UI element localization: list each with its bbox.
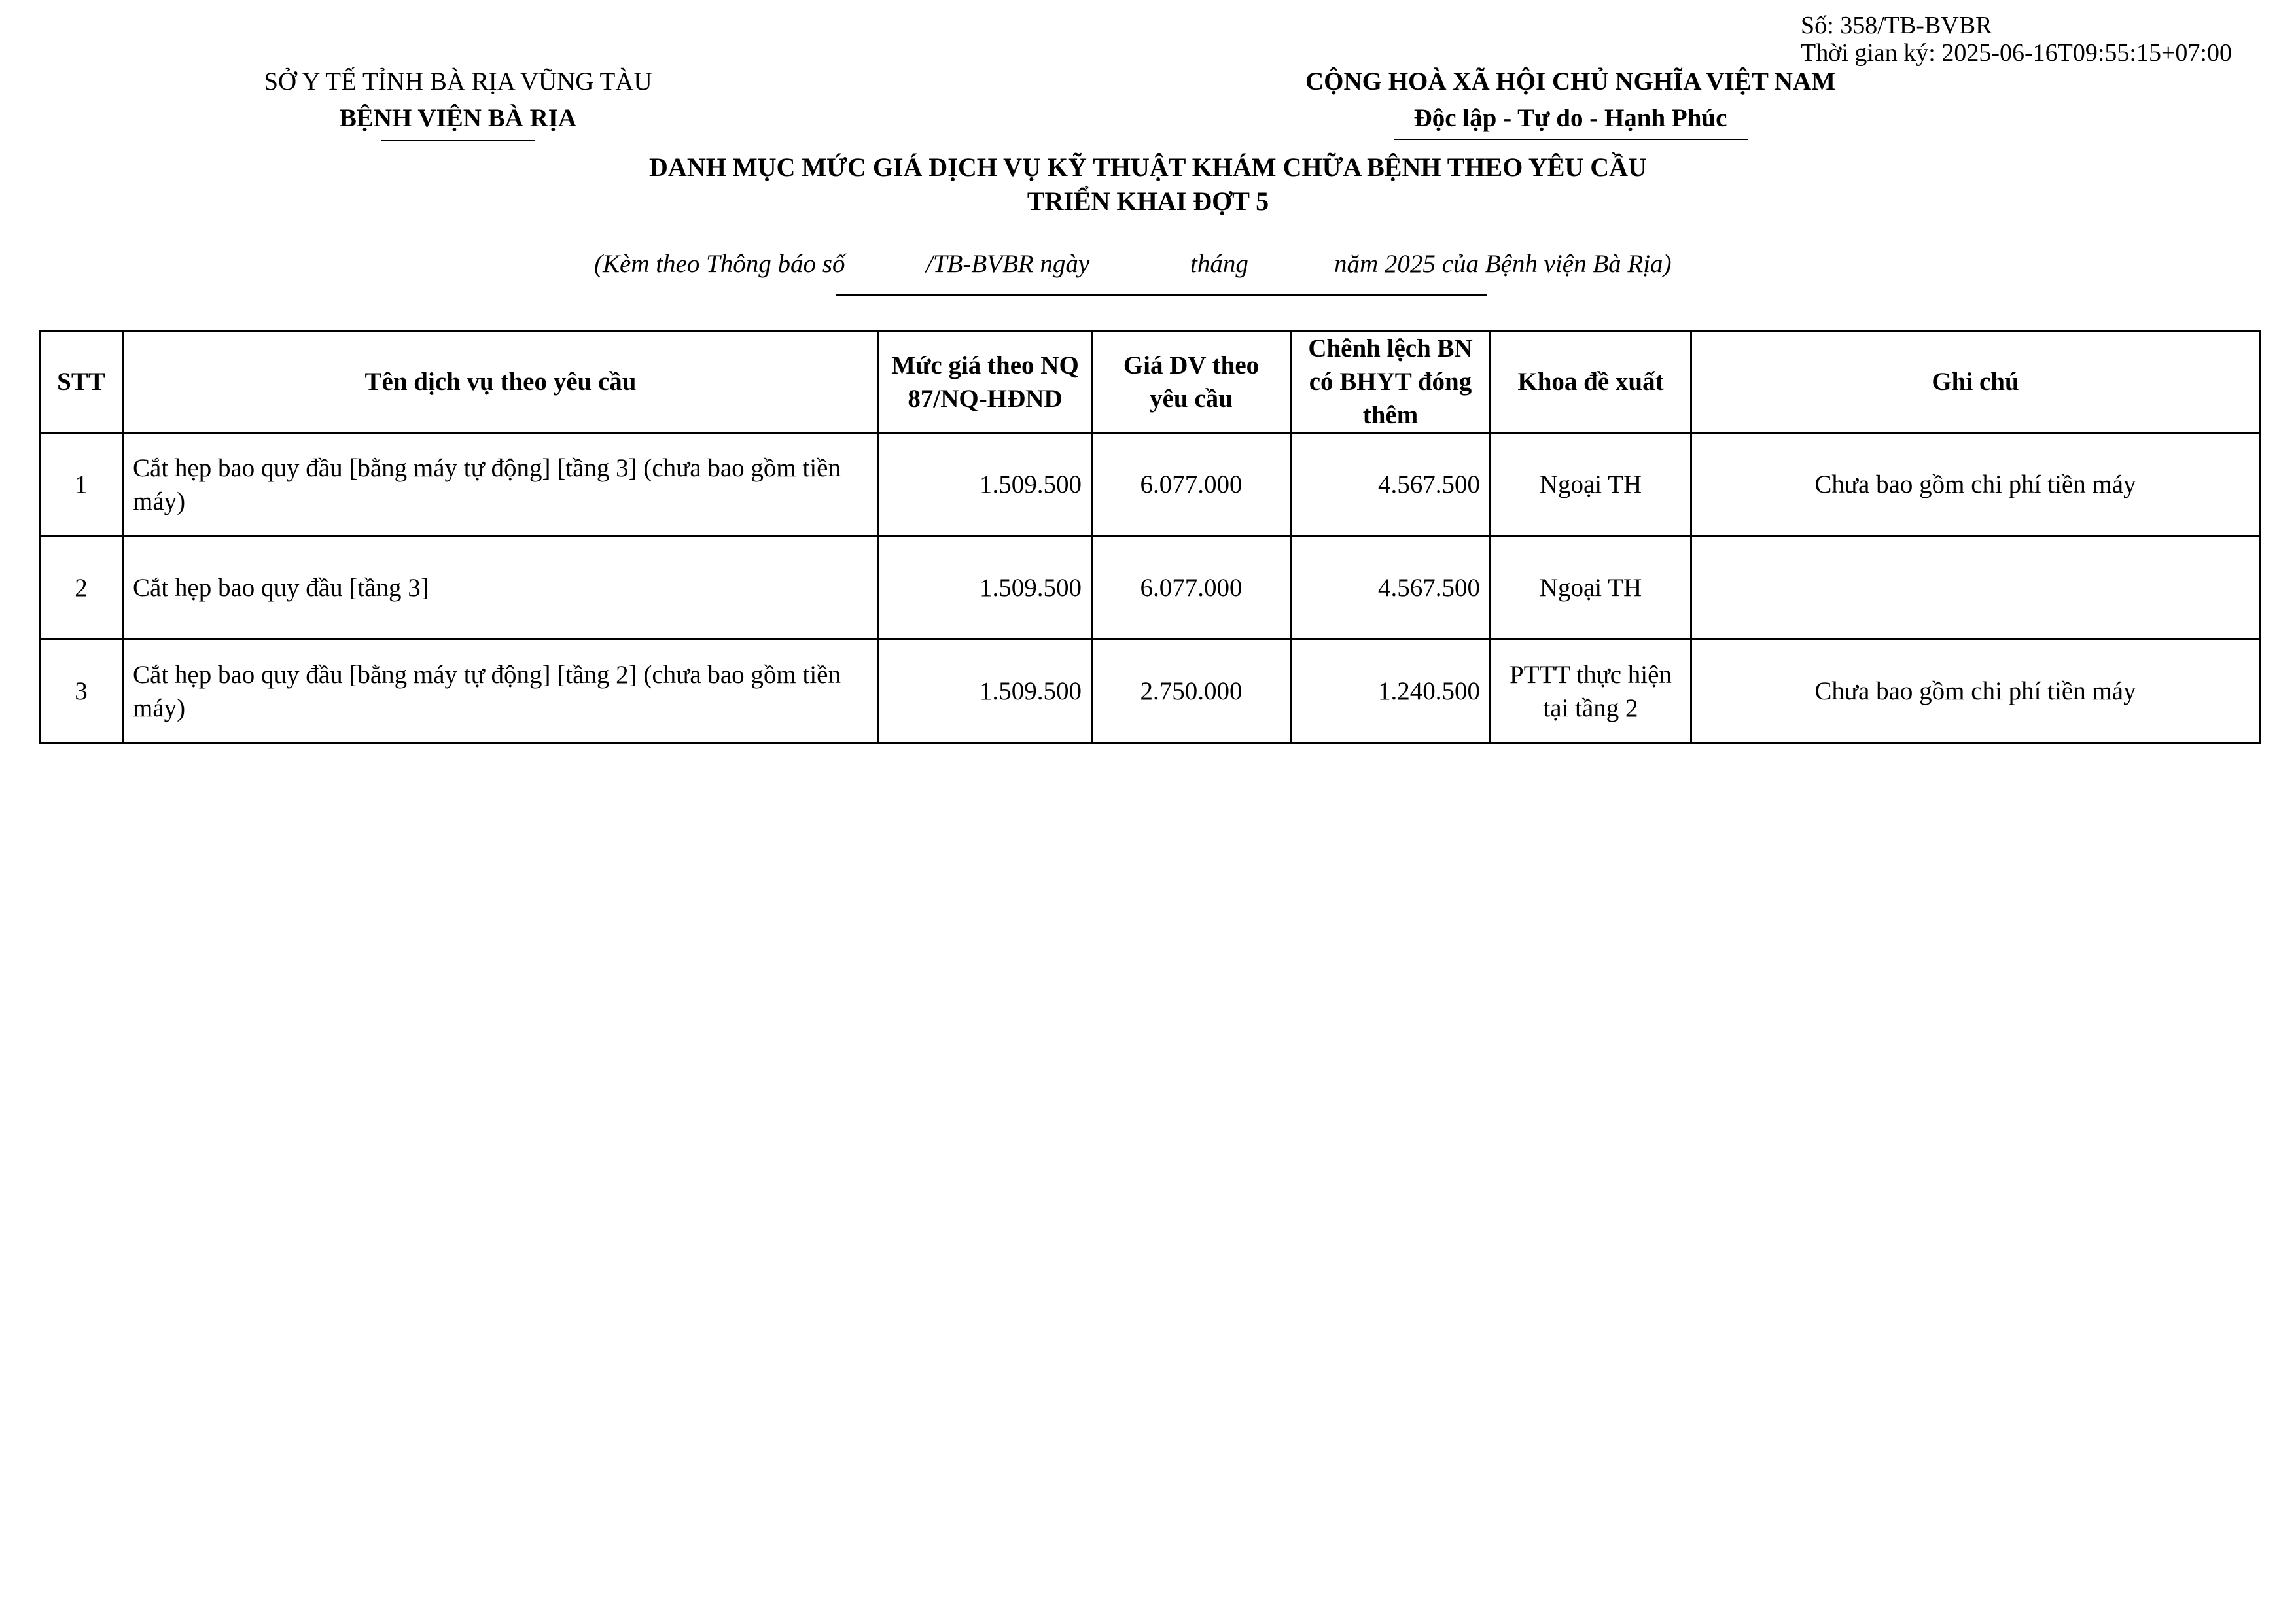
table-row: [40, 640, 2260, 743]
cell-service-name: Cắt hẹp bao quy đầu [bằng máy tự động] [tầng 3] (chưa bao gồm tiền máy): [123, 433, 879, 536]
document-title-line1: DANH MỤC MỨC GIÁ DỊCH VỤ KỸ THUẬT KHÁM CHỮA BỆNH THEO YÊU CẦU: [649, 152, 1647, 182]
cell-stt: 2: [40, 536, 123, 640]
header-stt: STT: [40, 331, 123, 433]
cell-note: [1691, 536, 2260, 640]
reference-part4: năm 2025 của Bệnh viện Bà Rịa): [1334, 250, 1672, 278]
cell-service-name: Cắt hẹp bao quy đầu [tầng 3]: [123, 536, 879, 640]
reference-part3: tháng: [1190, 250, 1248, 278]
cell-note: Chưa bao gồm chi phí tiền máy: [1691, 640, 2260, 743]
cell-service-name: Cắt hẹp bao quy đầu [bằng máy tự động] [tầng 2] (chưa bao gồm tiền máy): [123, 640, 879, 743]
service-price-table: [39, 330, 2261, 744]
country-name: CỘNG HOÀ XÃ HỘI CHỦ NGHĨA VIỆT NAM: [1305, 67, 1836, 96]
table-row: [40, 536, 2260, 640]
cell-stt: 3: [40, 640, 123, 743]
reference-part2: /TB-BVBR ngày: [926, 250, 1090, 278]
signature-number: Số: 358/TB-BVBR: [1801, 12, 1992, 39]
signature-time: Thời gian ký: 2025-06-16T09:55:15+07:00: [1801, 39, 2232, 67]
cell-department: Ngoại TH: [1491, 433, 1691, 536]
cell-price-dv: 6.077.000: [1092, 433, 1291, 536]
table-row: [40, 433, 2260, 536]
header-department: Khoa đề xuất: [1491, 331, 1691, 433]
cell-price-nq: 1.509.500: [879, 640, 1092, 743]
cell-department: Ngoại TH: [1491, 536, 1691, 640]
header-difference: Chênh lệch BN có BHYT đóng thêm: [1291, 331, 1491, 433]
cell-price-dv: 6.077.000: [1092, 536, 1291, 640]
header-note: Ghi chú: [1691, 331, 2260, 433]
hospital-name: BỆNH VIỆN BÀ RỊA: [339, 104, 577, 132]
national-motto: Độc lập - Tự do - Hạnh Phúc: [1413, 104, 1727, 132]
reference-part1: (Kèm theo Thông báo số: [594, 250, 845, 278]
cell-difference: 4.567.500: [1291, 433, 1491, 536]
reference-underline: [836, 294, 1487, 296]
cell-price-dv: 2.750.000: [1092, 640, 1291, 743]
cell-difference: 4.567.500: [1291, 536, 1491, 640]
document-title-line2: TRIỂN KHAI ĐỢT 5: [1027, 186, 1269, 216]
hospital-underline: [381, 140, 535, 141]
cell-note: Chưa bao gồm chi phí tiền máy: [1691, 433, 2260, 536]
cell-price-nq: 1.509.500: [879, 433, 1092, 536]
cell-difference: 1.240.500: [1291, 640, 1491, 743]
table-header-row: [40, 331, 2260, 433]
cell-department: PTTT thực hiện tại tầng 2: [1491, 640, 1691, 743]
cell-stt: 1: [40, 433, 123, 536]
header-price-nq: Mức giá theo NQ 87/NQ-HĐND: [879, 331, 1092, 433]
header-price-dv: Giá DV theo yêu cầu: [1092, 331, 1291, 433]
header-service-name: Tên dịch vụ theo yêu cầu: [123, 331, 879, 433]
department-name: SỞ Y TẾ TỈNH BÀ RỊA VŨNG TÀU: [264, 67, 652, 96]
motto-underline: [1394, 139, 1748, 140]
cell-price-nq: 1.509.500: [879, 536, 1092, 640]
